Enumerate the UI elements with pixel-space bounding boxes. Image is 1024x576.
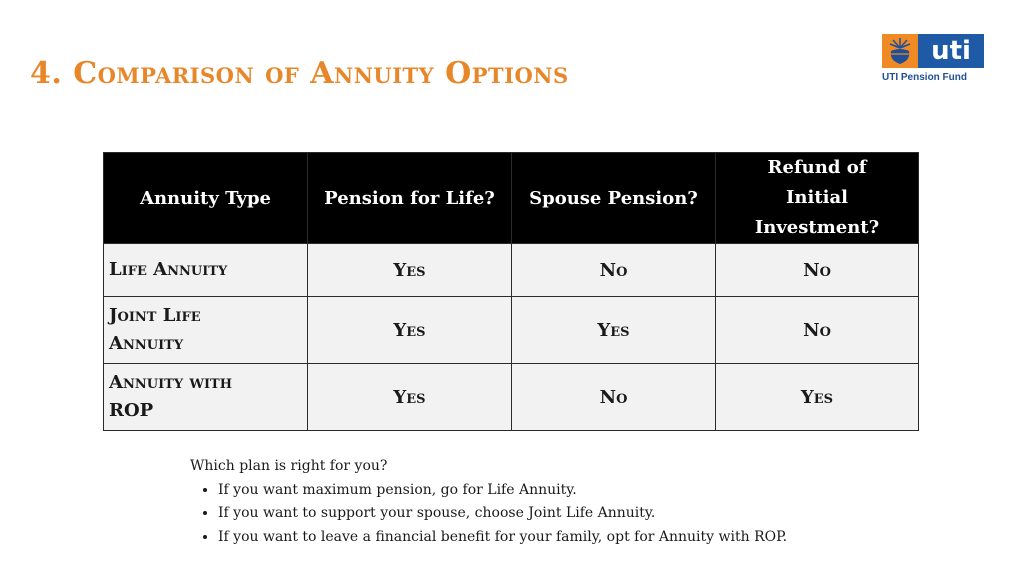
recommendation-notes bbox=[190, 455, 787, 549]
kalash-icon bbox=[882, 34, 918, 68]
refund-cell: Yes bbox=[716, 364, 919, 431]
logo-text: uti bbox=[918, 34, 984, 68]
pension-for-life-cell: Yes bbox=[308, 297, 512, 364]
refund-cell: No bbox=[716, 244, 919, 297]
row-type-cell bbox=[104, 297, 308, 364]
table-row bbox=[104, 297, 919, 364]
header-refund-label: Refund of Initial Investment? bbox=[754, 157, 880, 238]
refund-cell: No bbox=[716, 297, 919, 364]
list-item: • If you want maximum pension, go for Life Annuity. bbox=[218, 479, 787, 503]
row-type-cell bbox=[104, 364, 308, 431]
header-pension-for-life: Pension for Life? bbox=[308, 153, 512, 244]
header-spouse-pension: Spouse Pension? bbox=[512, 153, 716, 244]
spouse-pension-cell: No bbox=[512, 364, 716, 431]
header-refund bbox=[716, 153, 919, 244]
row-type-cell: Life Annuity bbox=[104, 244, 308, 297]
list-item: • If you want to support your spouse, choose Joint Life Annuity. bbox=[218, 502, 787, 526]
logo-subtitle: UTI Pension Fund bbox=[882, 72, 967, 83]
table-row bbox=[104, 364, 919, 431]
row-type-label: Joint Life Annuity bbox=[109, 305, 201, 354]
notes-list bbox=[190, 479, 787, 550]
header-annuity-type: Annuity Type bbox=[104, 153, 308, 244]
uti-logo bbox=[882, 34, 984, 83]
spouse-pension-cell: Yes bbox=[512, 297, 716, 364]
table-header-row bbox=[104, 153, 919, 244]
pension-for-life-cell: Yes bbox=[308, 244, 512, 297]
list-item: • If you want to leave a financial benefit for your family, opt for Annuity with ROP. bbox=[218, 526, 787, 550]
page-title: 4. Comparison of Annuity Options bbox=[30, 56, 569, 91]
spouse-pension-cell: No bbox=[512, 244, 716, 297]
row-type-label: Annuity with ROP bbox=[109, 372, 233, 421]
table-row bbox=[104, 244, 919, 297]
pension-for-life-cell: Yes bbox=[308, 364, 512, 431]
annuity-comparison-table bbox=[103, 152, 919, 431]
notes-heading: Which plan is right for you? bbox=[190, 458, 388, 474]
